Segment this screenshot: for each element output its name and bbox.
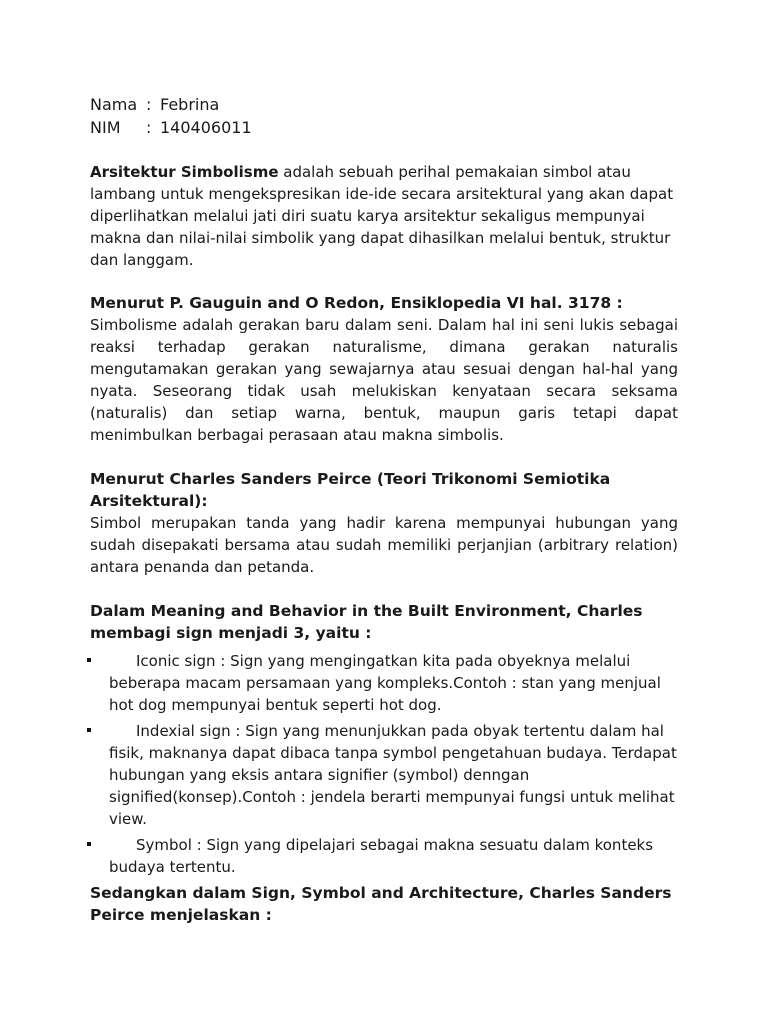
final-heading: Sedangkan dalam Sign, Symbol and Architecture, Charles Sanders Peirce menjelaskan :	[90, 884, 672, 924]
sign-type-list	[90, 650, 678, 878]
bullet-marker	[87, 842, 91, 846]
name-row	[90, 94, 678, 117]
nim-value: 140406011	[160, 118, 252, 137]
nim-separator: :	[146, 118, 152, 137]
gauguin-heading: Menurut P. Gauguin and O Redon, Ensiklopedia VI hal. 3178 :	[90, 294, 623, 312]
gauguin-paragraph: Simbolisme adalah gerakan baru dalam seni. Dalam hal ini seni lukis sebagai reaksi terhadap gerakan naturalisme, dimana gerakan naturalis mengutamakan gerakan yang sewajarnya atau sesuai dengan hal-hal yang nyata. Seseorang tidak usah melukiskan kenyataan secara seksama (naturalis) dan setiap warna, bentuk, maupun garis tetapi dapat menimbulkan berbagai perasaan atau makna simbolis.	[90, 316, 678, 444]
peirce-paragraph: Simbol merupakan tanda yang hadir karena mempunyai hubungan yang sudah disepakati bersama atau sudah memiliki perjanjian (arbitrary relation) antara penanda dan petanda.	[90, 514, 678, 576]
intro-text: adalah sebuah perihal pemakaian simbol atau lambang untuk mengekspresikan ide-ide secara arsitektural yang akan dapat diperlihatkan melalui jati diri suatu karya arsitektur sekaligus mempunyai makna dan nilai-nilai simbolik yang dapat dihasilkan melalui bentuk, struktur dan langgam.	[90, 163, 674, 269]
peirce-heading: Menurut Charles Sanders Peirce (Teori Trikonomi Semiotika Arsitektural):	[90, 470, 611, 510]
intro-paragraph	[90, 161, 678, 271]
intro-term: Arsitektur Simbolisme	[90, 163, 279, 181]
name-separator: :	[146, 95, 152, 114]
list-item-text: Iconic sign : Sign yang mengingatkan kita pada obyeknya melalui beberapa macam persamaan yang kompleks.Contoh : stan yang menjual hot dog mempunyai bentuk seperti hot dog.	[109, 652, 661, 714]
list-item	[90, 650, 678, 716]
nim-label: NIM	[90, 118, 121, 137]
meaning-heading: Dalam Meaning and Behavior in the Built Environment, Charles membagi sign menjadi 3, yaitu :	[90, 602, 643, 642]
bullet-marker	[87, 728, 91, 732]
list-item-text: Symbol : Sign yang dipelajari sebagai makna sesuatu dalam konteks budaya tertentu.	[109, 836, 654, 876]
document-body	[90, 94, 678, 926]
list-item-text: Indexial sign : Sign yang menunjukkan pada obyak tertentu dalam hal fisik, maknanya dapat dibaca tanpa symbol pengetahuan budaya. Terdapat hubungan yang eksis antara signifier (symbol) denngan signified(konsep).Contoh : jendela berarti mempunyai fungsi untuk melihat view.	[109, 722, 677, 828]
name-label: Nama	[90, 95, 138, 114]
bullet-marker	[87, 658, 91, 662]
list-item	[90, 834, 678, 878]
nim-row	[90, 117, 678, 140]
name-value: Febrina	[160, 95, 220, 114]
list-item	[90, 720, 678, 830]
